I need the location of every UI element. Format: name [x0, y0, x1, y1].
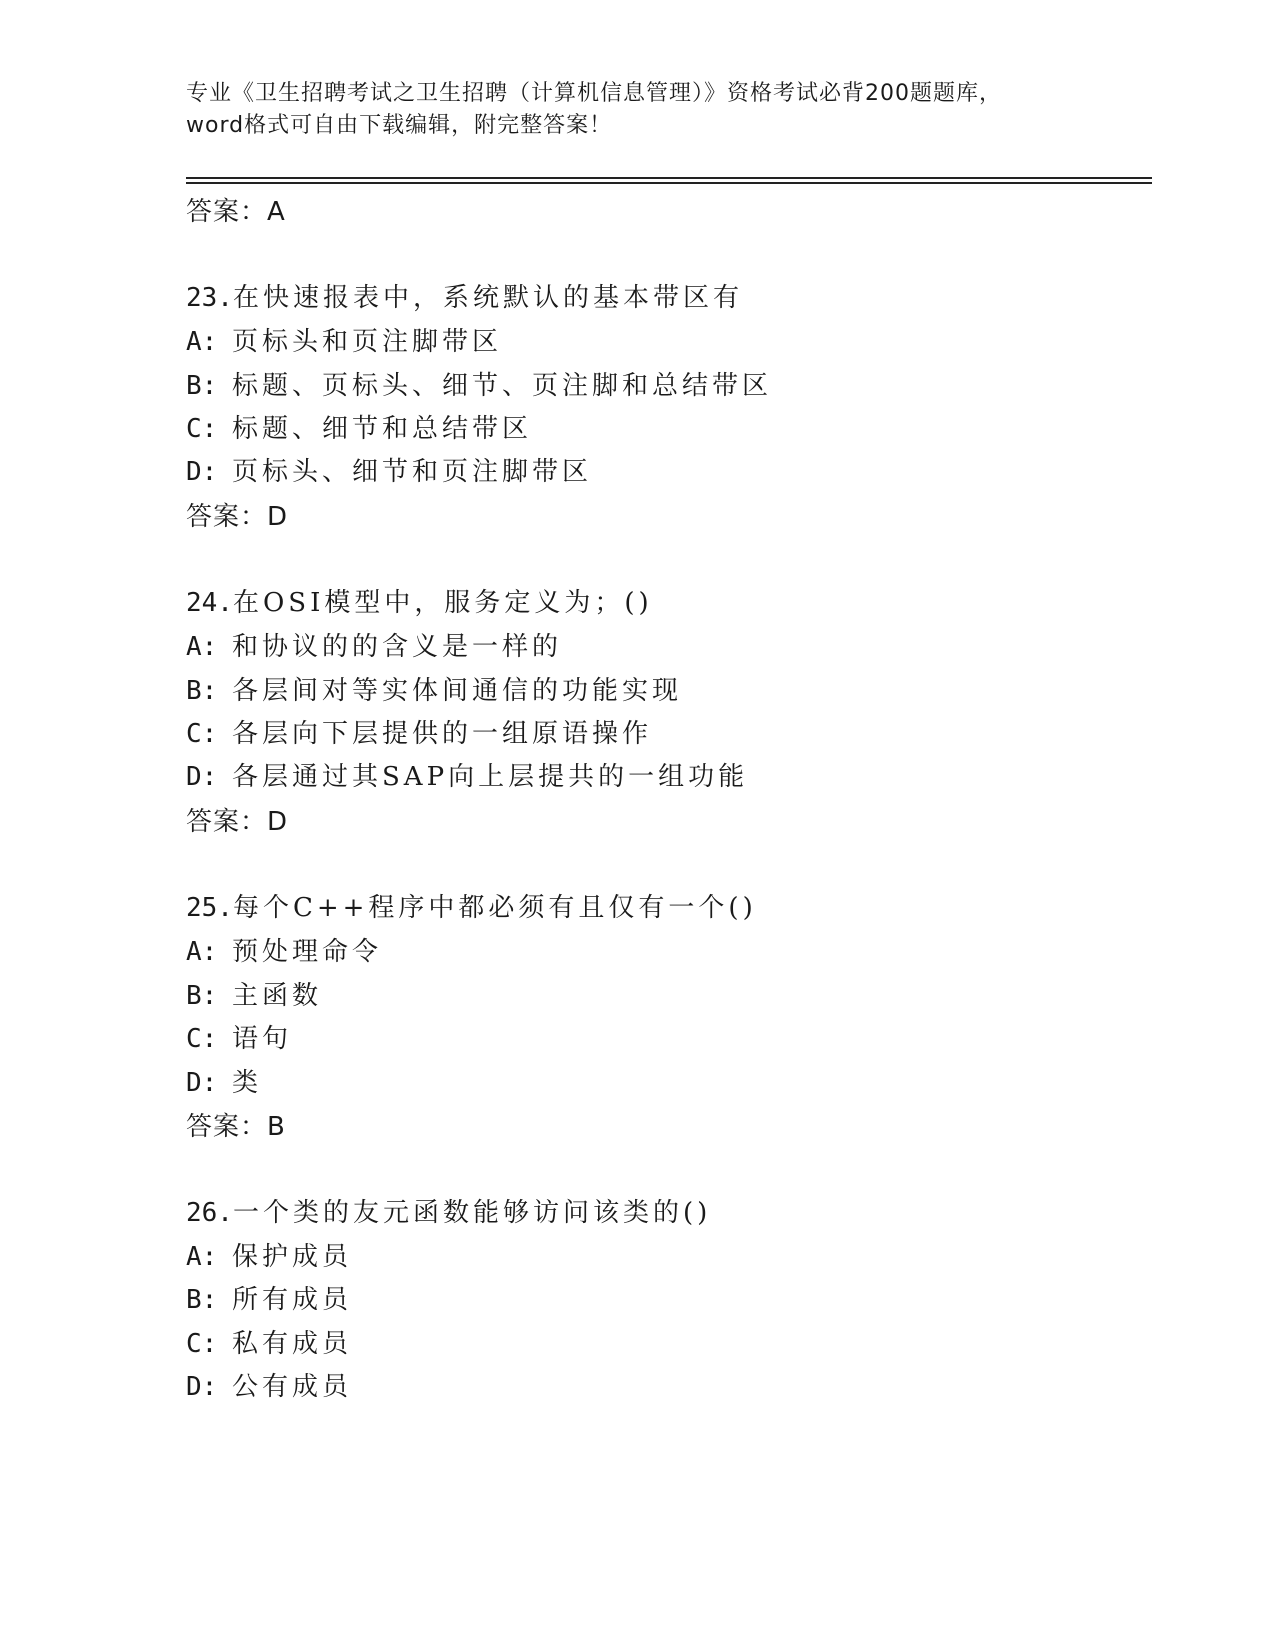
question-text: 在快速报表中，系统默认的基本带区有 — [232, 283, 743, 313]
option-letter: B: — [186, 371, 218, 401]
question-option — [186, 713, 652, 750]
option-letter: C: — [186, 414, 218, 444]
header-divider-bottom — [186, 182, 1152, 184]
option-text: 标题、细节和总结带区 — [232, 414, 533, 444]
question-text: 每个C++程序中都必须有且仅有一个() — [232, 893, 757, 923]
question-number: 24. — [186, 588, 233, 618]
option-text: 所有成员 — [232, 1285, 353, 1315]
question-option — [186, 1236, 352, 1273]
option-letter: A: — [186, 327, 218, 357]
question-answer: 答案：D — [186, 807, 289, 837]
question-number: 25. — [186, 893, 233, 923]
question-option — [186, 365, 772, 402]
option-letter: C: — [186, 719, 218, 749]
question-option — [186, 451, 592, 488]
question-option — [186, 1062, 262, 1099]
option-letter: A: — [186, 632, 218, 662]
option-letter: A: — [186, 1242, 218, 1272]
question-stem — [186, 277, 743, 314]
question-option — [186, 756, 748, 793]
question-text: 在OSI模型中，服务定义为；() — [232, 588, 653, 618]
header-line-2: word格式可自由下载编辑，附完整答案！ — [186, 113, 613, 138]
question-option — [186, 626, 562, 663]
option-text: 各层向下层提供的一组原语操作 — [232, 719, 653, 749]
option-text: 保护成员 — [232, 1242, 353, 1272]
option-text: 主函数 — [232, 981, 323, 1011]
option-text: 公有成员 — [232, 1372, 353, 1402]
question-option — [186, 975, 322, 1012]
option-text: 页标头和页注脚带区 — [232, 327, 503, 357]
header-divider-top — [186, 177, 1152, 179]
question-answer: 答案：B — [186, 1112, 286, 1142]
option-letter: D: — [186, 762, 218, 792]
question-option — [186, 1279, 352, 1316]
option-letter: B: — [186, 981, 218, 1011]
question-option — [186, 321, 502, 358]
option-text: 语句 — [232, 1024, 293, 1054]
question-stem — [186, 1192, 711, 1229]
option-letter: D: — [186, 1372, 218, 1402]
question-option — [186, 670, 682, 707]
question-option — [186, 408, 532, 445]
option-text: 和协议的的含义是一样的 — [232, 632, 563, 662]
option-letter: C: — [186, 1329, 218, 1359]
option-text: 标题、页标头、细节、页注脚和总结带区 — [232, 371, 773, 401]
question-stem — [186, 582, 653, 619]
question-number: 23. — [186, 283, 233, 313]
previous-answer: 答案：A — [186, 197, 286, 227]
option-letter: D: — [186, 1068, 218, 1098]
option-text: 预处理命令 — [232, 937, 383, 967]
option-letter: D: — [186, 457, 218, 487]
question-option — [186, 1366, 352, 1403]
question-number: 26. — [186, 1198, 233, 1228]
question-option — [186, 931, 382, 968]
option-text: 类 — [232, 1068, 263, 1098]
question-answer: 答案：D — [186, 502, 289, 532]
option-text: 页标头、细节和页注脚带区 — [232, 457, 593, 487]
question-stem — [186, 887, 757, 924]
option-letter: C: — [186, 1024, 218, 1054]
question-text: 一个类的友元函数能够访问该类的() — [232, 1198, 712, 1228]
option-text: 私有成员 — [232, 1329, 353, 1359]
option-letter: B: — [186, 1285, 218, 1315]
option-text: 各层间对等实体间通信的功能实现 — [232, 676, 683, 706]
option-text: 各层通过其SAP向上层提共的一组功能 — [232, 762, 749, 792]
header-line-1: 专业《卫生招聘考试之卫生招聘（计算机信息管理）》资格考试必背200题题库， — [186, 81, 1002, 106]
option-letter: B: — [186, 676, 218, 706]
option-letter: A: — [186, 937, 218, 967]
question-option — [186, 1323, 352, 1360]
question-option — [186, 1018, 292, 1055]
